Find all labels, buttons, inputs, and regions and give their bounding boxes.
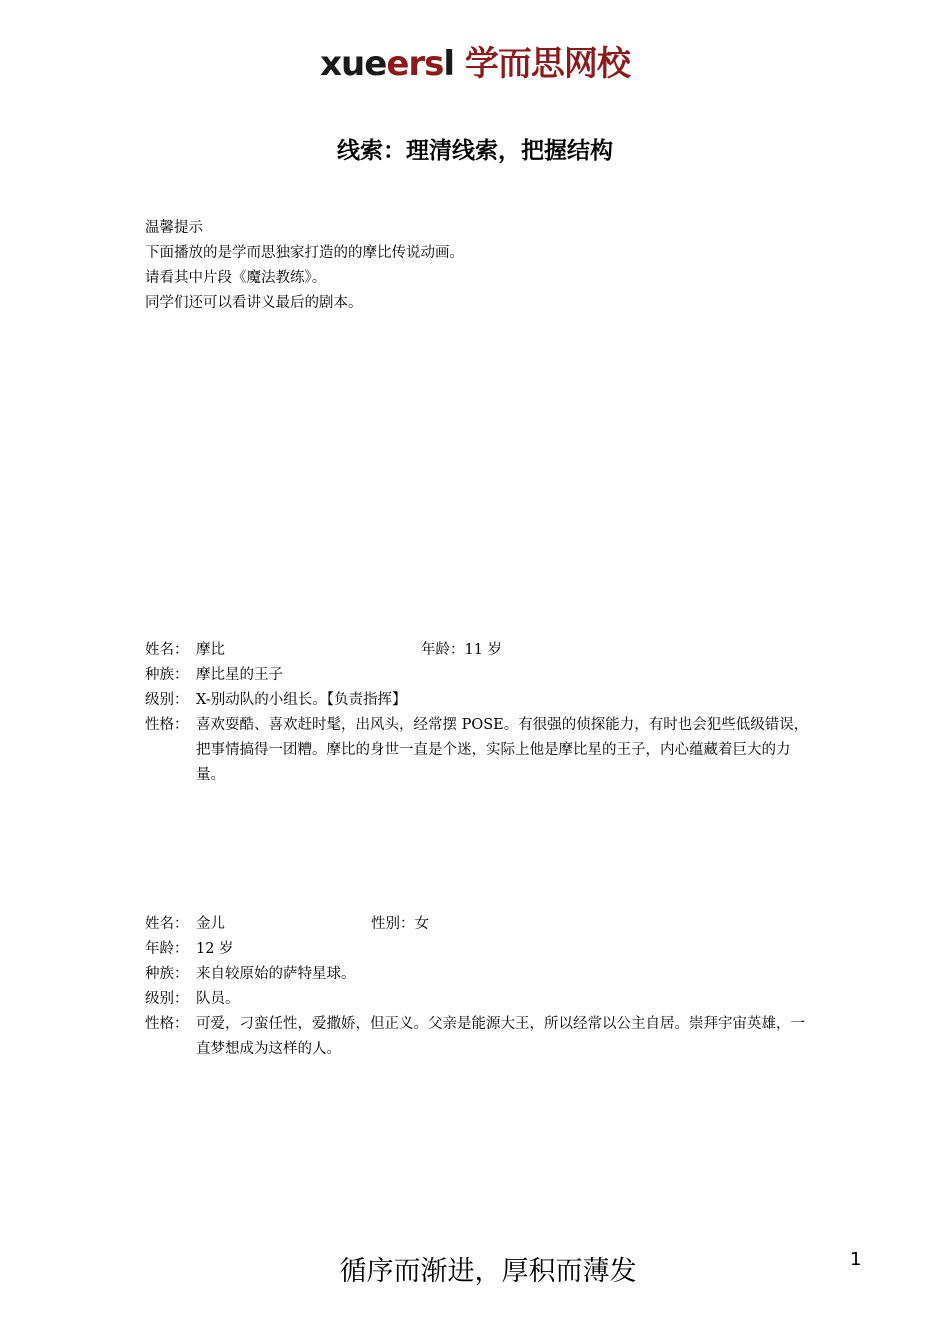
profile-row-race	[145, 663, 813, 688]
age-value: 12 岁	[196, 941, 234, 957]
profile-row-level	[145, 688, 813, 713]
gender-label: 性别：	[371, 916, 415, 932]
tips-line: 下面播放的是学而思独家打造的的摩比传说动画。	[145, 245, 464, 261]
profile-row-personality	[145, 713, 813, 788]
name-value: 摩比	[196, 642, 225, 658]
name-value: 金儿	[196, 916, 225, 932]
profile-row-name-age	[145, 638, 813, 663]
race-value: 摩比星的王子	[196, 667, 283, 683]
race-label: 种族：	[145, 966, 189, 982]
personality-value: 可爱，刁蛮任性，爱撒娇，但正义。父亲是能源大王，所以经常以公主自居。崇拜宇宙英雄，一直梦想成为这样的人。	[196, 1016, 805, 1057]
profile-row-level	[145, 987, 813, 1012]
level-value: 队员。	[196, 991, 240, 1007]
race-label: 种族：	[145, 667, 189, 683]
tips-line: 请看其中片段《魔法教练》。	[145, 270, 327, 286]
logo-text-chinese: 学而思网校	[464, 44, 630, 84]
tips-line: 同学们还可以看讲义最后的剧本。	[145, 295, 363, 311]
personality-label: 性格：	[145, 1016, 189, 1032]
level-label: 级别：	[145, 991, 189, 1007]
footer-motto: 循序而渐进，厚积而薄发	[339, 1256, 637, 1287]
character-profile-jiner	[145, 912, 813, 1062]
logo-text-xue: xue	[320, 44, 387, 84]
gender-value: 女	[414, 916, 429, 932]
name-label: 姓名：	[145, 642, 189, 658]
race-value: 来自较原始的萨特星球。	[196, 966, 356, 982]
personality-value: 喜欢耍酷、喜欢赶时髦，出风头，经常摆 POSE。有很强的侦探能力，有时也会犯些低级错误，把事情搞得一团糟。摩比的身世一直是个迷，实际上他是摩比星的王子，内心蕴藏着巨大的力量。	[196, 717, 809, 783]
logo-text-l: l	[443, 44, 455, 84]
brand-logo	[0, 44, 950, 84]
page-number: 1	[850, 1249, 862, 1270]
page-title: 线索：理清线索，把握结构	[337, 138, 613, 164]
personality-label: 性格：	[145, 717, 189, 733]
gender-group	[371, 912, 429, 937]
tips-heading: 温馨提示	[145, 220, 203, 236]
profile-row-race	[145, 962, 813, 987]
name-label: 姓名：	[145, 916, 189, 932]
profile-row-personality	[145, 1012, 813, 1062]
character-profile-mobi	[145, 638, 813, 788]
profile-row-age	[145, 937, 813, 962]
age-label: 年龄：	[421, 642, 465, 658]
age-value: 11 岁	[464, 642, 503, 658]
level-label: 级别：	[145, 692, 189, 708]
logo-text-ers: ers	[386, 44, 444, 84]
tips-block	[145, 216, 464, 316]
age-group	[421, 638, 502, 663]
level-value: X-别动队的小组长。【负责指挥】	[196, 692, 407, 708]
profile-row-name-gender	[145, 912, 813, 937]
age-label: 年龄：	[145, 941, 189, 957]
